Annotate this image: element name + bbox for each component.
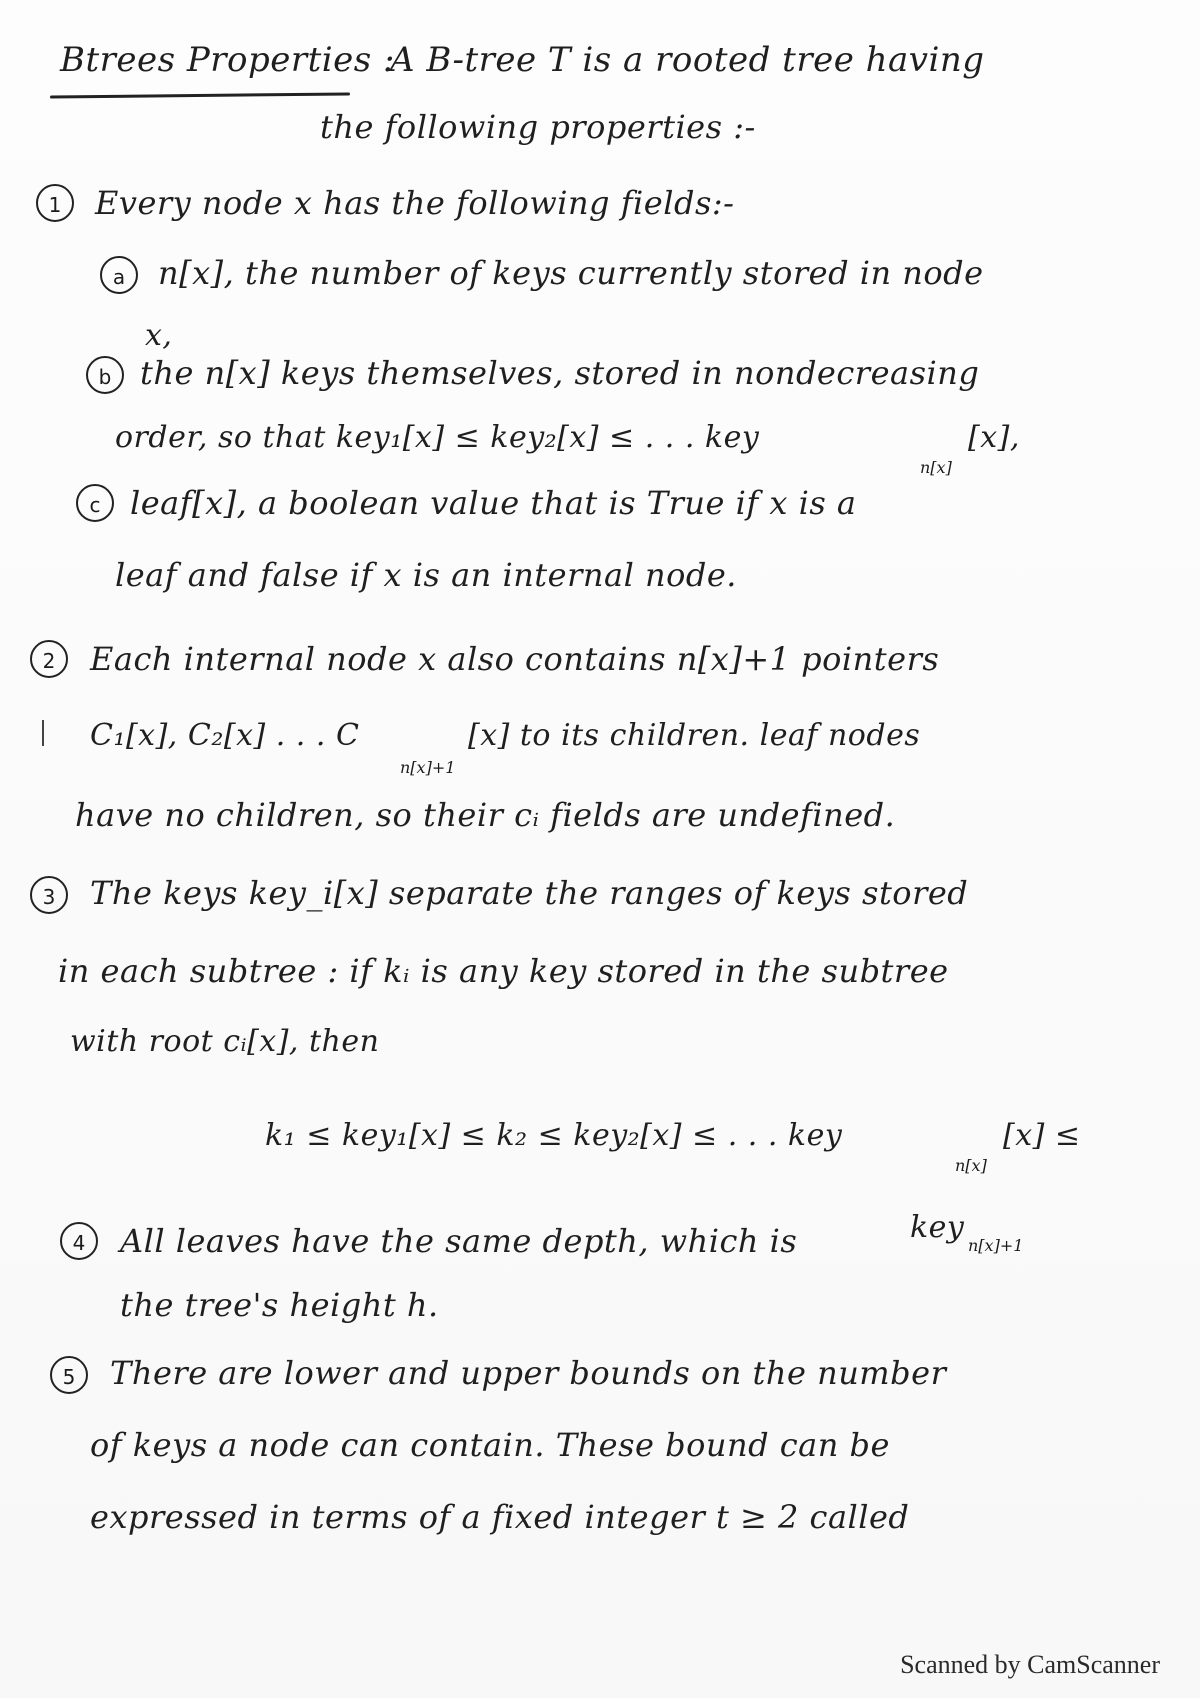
sub-a-marker: a [100, 256, 138, 294]
sub-b-line-1: the n[x] keys themselves, stored in nondecreasing [140, 354, 980, 392]
intro-line-2: the following properties :- [320, 108, 756, 146]
item-3-inequality-end: [x] ≤ [1003, 1118, 1081, 1153]
item-4-text: All leaves have the same depth, which is [120, 1222, 798, 1260]
item-3-line-2: in each subtree : if kᵢ is any key stored in the subtree [58, 952, 949, 990]
item-4-line-2: the tree's height h. [120, 1286, 439, 1324]
sub-b-subscript: n[x] [920, 458, 952, 477]
sub-b-marker: b [86, 356, 124, 394]
item-5-line-2: of keys a node can contain. These bound can be [90, 1426, 890, 1464]
item-5-text: There are lower and upper bounds on the number [110, 1354, 947, 1392]
item-3-inequality: k₁ ≤ key₁[x] ≤ k₂ ≤ key₂[x] ≤ . . . key [265, 1118, 843, 1153]
item-3-inequality-subscript: n[x] [955, 1156, 987, 1175]
item-1-text: Every node x has the following fields:- [95, 184, 735, 222]
item-2-line-2-end: [x] to its children. leaf nodes [468, 718, 921, 753]
item-3-line-3: with root cᵢ[x], then [70, 1024, 380, 1059]
scanner-watermark: Scanned by CamScanner [900, 1650, 1160, 1679]
item-2-line-2: C₁[x], C₂[x] . . . C [90, 718, 360, 753]
sub-b-line-2: order, so that key₁[x] ≤ key₂[x] ≤ . . . key [115, 420, 760, 455]
item-3-key-next-subscript: n[x]+1 [968, 1236, 1024, 1255]
sub-b-line-end: [x], [968, 420, 1020, 455]
item-3-key-next: key [910, 1210, 965, 1245]
item-3-text: The keys key_i[x] separate the ranges of keys stored [90, 874, 969, 912]
item-3-number: 3 [30, 876, 68, 914]
intro-line-1: A B-tree T is a rooted tree having [390, 40, 985, 80]
item-2-line-3: have no children, so their cᵢ fields are undefined. [75, 796, 896, 834]
sub-c-marker: c [76, 484, 114, 522]
item-2-number: 2 [30, 640, 68, 678]
sub-c-line-1: leaf[x], a boolean value that is True if x is a [130, 484, 857, 522]
item-5-line-3: expressed in terms of a fixed integer t ≥ 2 called [90, 1498, 910, 1536]
sub-a-line-2: x, [145, 318, 173, 353]
title-underline [50, 92, 350, 98]
item-1-number: 1 [36, 184, 74, 222]
sub-a-line-1: n[x], the number of keys currently stored in node [158, 254, 984, 292]
item-4-number: 4 [60, 1222, 98, 1260]
item-2-subscript: n[x]+1 [400, 758, 456, 777]
item-2-text: Each internal node x also contains n[x]+1 pointers [90, 640, 940, 678]
item-5-number: 5 [50, 1356, 88, 1394]
page-title: Btrees Properties : [60, 40, 396, 80]
margin-tick [42, 720, 44, 746]
sub-c-line-2: leaf and false if x is an internal node. [115, 556, 737, 594]
